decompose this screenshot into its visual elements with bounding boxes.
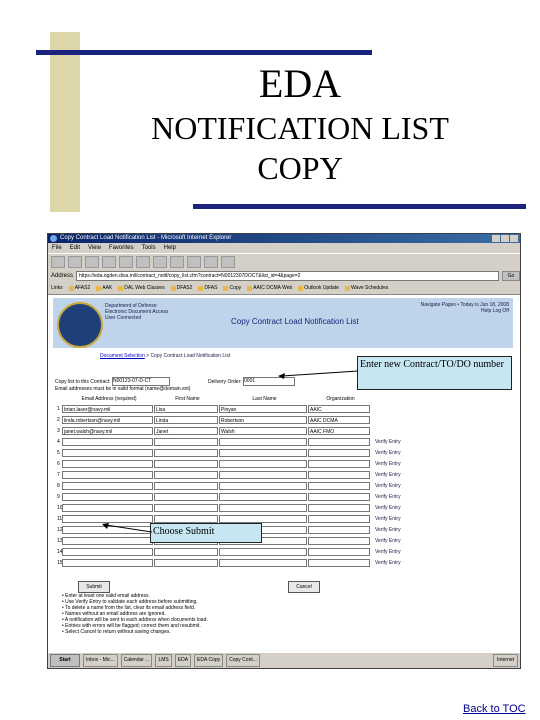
stop-icon[interactable] [85, 256, 99, 268]
verify-entry-link[interactable]: Verify Entry [375, 526, 401, 533]
eda-banner [53, 298, 513, 348]
grid-rows [57, 403, 401, 568]
row-number: 1 [57, 405, 60, 412]
home-icon[interactable] [119, 256, 133, 268]
link-item[interactable] [198, 285, 217, 291]
search-icon[interactable] [136, 256, 150, 268]
organization-field[interactable] [308, 526, 370, 534]
go-button[interactable]: Go [502, 271, 520, 281]
first-name-field[interactable] [154, 559, 218, 567]
arrow-line [282, 371, 358, 376]
email-field[interactable]: janet.walsh@navy.mil [62, 427, 153, 435]
forward-icon[interactable] [68, 256, 82, 268]
verify-entry-link[interactable]: Verify Entry [375, 548, 401, 555]
organization-field[interactable] [308, 438, 370, 446]
taskbar-item[interactable]: LMS [155, 654, 171, 667]
taskbar-item[interactable]: Inbox - Mic... [83, 654, 118, 667]
organization-field[interactable]: AAIC DCMA [308, 416, 370, 424]
link-item[interactable] [247, 285, 292, 291]
link-item[interactable] [96, 285, 112, 291]
arrow-head [278, 373, 285, 379]
link-label: AAIC DCMA Web [253, 285, 293, 291]
organization-field[interactable] [308, 493, 370, 501]
table-row [57, 502, 401, 513]
first-name-field[interactable]: Lisa [154, 405, 218, 413]
mail-icon[interactable] [204, 256, 218, 268]
link-icon [198, 286, 203, 291]
row-number: 12 [57, 526, 63, 533]
department-info [105, 303, 168, 321]
link-label: DAL Web Classes [124, 285, 165, 291]
delivery-order-label: Delivery Order: [208, 378, 242, 385]
browser-title-bar [48, 234, 520, 243]
history-icon[interactable] [187, 256, 201, 268]
verify-entry-link[interactable]: Verify Entry [375, 504, 401, 511]
link-label: AFAS2 [74, 285, 91, 291]
link-icon [223, 286, 228, 291]
menu-favorites[interactable]: Favorites [108, 245, 134, 251]
start-button[interactable]: Start [50, 654, 80, 667]
organization-field[interactable] [308, 482, 370, 490]
menu-bar [48, 243, 520, 253]
table-row [57, 447, 401, 458]
last-name-field[interactable] [219, 548, 307, 556]
link-label: DFAS [204, 285, 218, 291]
link-icon [69, 286, 74, 291]
link-icon [171, 286, 176, 291]
last-name-field[interactable] [219, 438, 307, 446]
verify-entry-link[interactable]: Verify Entry [375, 493, 401, 500]
callout-arrow-submit [100, 520, 154, 538]
link-item[interactable] [118, 285, 164, 291]
organization-field[interactable] [308, 471, 370, 479]
link-item[interactable] [345, 285, 388, 291]
system-tray: Internet [493, 654, 518, 667]
favorites-icon[interactable] [153, 256, 167, 268]
bullet-item: • A notification will be sent to each address when documents load. [62, 617, 392, 623]
bullet-item: • To delete a name from the list, clear its email address field. [62, 605, 392, 611]
slide-title-line-2: NOTIFICATION LIST [151, 110, 449, 146]
page-content [48, 295, 520, 635]
last-name-field[interactable] [219, 471, 307, 479]
table-row [57, 414, 401, 425]
first-name-field[interactable]: Linda [154, 416, 218, 424]
dept-line-1: Department of Defense [105, 303, 157, 309]
table-row [57, 425, 401, 436]
row-number: 14 [57, 548, 63, 555]
row-number: 9 [57, 493, 60, 500]
windows-taskbar [48, 652, 520, 668]
last-name-field[interactable]: Pinyan [219, 405, 307, 413]
table-row [57, 557, 401, 568]
table-row [57, 436, 401, 447]
row-number: 11 [57, 515, 63, 522]
first-name-field[interactable] [154, 493, 218, 501]
first-name-field[interactable] [154, 504, 218, 512]
last-name-field[interactable]: Walsh [219, 427, 307, 435]
address-label: Address [51, 273, 74, 279]
organization-field[interactable] [308, 559, 370, 567]
email-field[interactable] [62, 460, 153, 468]
taskbar-item[interactable]: EDA Copy [194, 654, 223, 667]
email-field[interactable]: brian.laser@navy.mil [62, 405, 153, 413]
bullet-item: • Entries with errors will be flagged; correct them and resubmit. [62, 623, 392, 629]
breadcrumb-document-selection[interactable]: Document Selection [100, 353, 145, 359]
organization-field[interactable] [308, 515, 370, 523]
first-name-field[interactable]: Janet [154, 427, 218, 435]
link-item[interactable] [69, 285, 91, 291]
copy-to-contract-field[interactable]: N00123-07-D-CT [112, 377, 170, 386]
email-field[interactable] [62, 449, 153, 457]
link-label: Copy [229, 285, 242, 291]
link-icon [118, 286, 123, 291]
address-bar [48, 270, 520, 282]
cancel-button[interactable]: Cancel [288, 581, 320, 593]
grid-header [57, 395, 401, 403]
organization-field[interactable] [308, 449, 370, 457]
arrow-head [102, 523, 109, 529]
row-number: 3 [57, 427, 60, 434]
verify-entry-link[interactable]: Verify Entry [375, 460, 401, 467]
maximize-button[interactable] [501, 235, 509, 242]
verify-entry-link[interactable]: Verify Entry [375, 482, 401, 489]
table-row [57, 458, 401, 469]
delivery-order-field[interactable]: 0001 [243, 377, 295, 386]
email-field[interactable] [62, 548, 153, 556]
link-label: AAK [102, 285, 113, 291]
email-field[interactable] [62, 559, 153, 567]
link-label: Outlook Update [304, 285, 340, 291]
menu-tools[interactable]: Tools [141, 245, 156, 251]
internet-explorer-icon [50, 235, 57, 242]
verify-entry-link[interactable]: Verify Entry [375, 471, 401, 478]
link-label: DFAS2 [176, 285, 193, 291]
minimize-button[interactable] [492, 235, 500, 242]
media-icon[interactable] [170, 256, 184, 268]
verify-entry-link[interactable]: Verify Entry [375, 537, 401, 544]
row-number: 10 [57, 504, 63, 511]
bullet-item: • Use Verify Entry to validate each address before submitting. [62, 599, 392, 605]
links-bar [48, 282, 520, 295]
links-label: Links [51, 285, 63, 291]
callout-arrow-contract [276, 366, 361, 382]
callout-submit: Choose Submit [150, 523, 262, 543]
taskbar-item[interactable]: EDA [175, 654, 191, 667]
row-number: 13 [57, 537, 63, 544]
table-row [57, 469, 401, 480]
banner-right [421, 302, 509, 314]
dept-line-3: User Connected [105, 315, 142, 321]
refresh-icon[interactable] [102, 256, 116, 268]
row-number: 6 [57, 460, 60, 467]
breadcrumb-current: > Copy Contract Load Notification List [146, 353, 231, 359]
window-controls [492, 235, 518, 242]
col-last-name: Last Name [252, 396, 277, 402]
last-name-field[interactable] [219, 460, 307, 468]
col-email: Email Address (required) [81, 396, 137, 402]
col-first-name: First Name [175, 396, 200, 402]
bullet-item: • Names without an email address are ignored. [62, 611, 392, 617]
instruction-bullets [62, 593, 392, 635]
last-name-field[interactable] [219, 559, 307, 567]
menu-help[interactable]: Help [163, 245, 176, 251]
first-name-field[interactable] [154, 482, 218, 490]
menu-edit[interactable]: Edit [69, 245, 81, 251]
dod-seal-logo [57, 302, 103, 348]
col-organization: Organization [326, 396, 355, 402]
banner-links[interactable]: Help Log Off [481, 308, 509, 314]
address-input[interactable]: https://eda.ogden.disa.mil/contract_notif/copy_list.cfm?contract=N0012307DOCT&list_id=4&page=2 [76, 271, 499, 281]
menu-view[interactable]: View [88, 245, 101, 251]
email-field[interactable]: linda.robertson@navy.mil [62, 416, 153, 424]
breadcrumb [100, 353, 230, 359]
verify-entry-link[interactable]: Verify Entry [375, 438, 401, 445]
taskbar-item[interactable]: Calendar ... [121, 654, 153, 667]
first-name-field[interactable] [154, 460, 218, 468]
organization-field[interactable] [308, 504, 370, 512]
verify-entry-link[interactable]: Verify Entry [375, 515, 401, 522]
link-item[interactable] [223, 285, 241, 291]
row-number: 8 [57, 482, 60, 489]
email-instructions: Email addresses must be in valid format (name@domain.ext) [55, 386, 191, 392]
last-name-field[interactable]: Robertson [219, 416, 307, 424]
link-label: Wave Schedules [351, 285, 389, 291]
email-field[interactable] [62, 482, 153, 490]
link-icon [247, 286, 252, 291]
window-title: Copy Contract Load Notification List - Microsoft Internet Explorer [60, 235, 232, 241]
table-row [57, 546, 401, 557]
banner-date: Navigate Pages • Today is Jun 18, 2008 [420, 302, 509, 308]
arrow-line [106, 525, 152, 532]
verify-entry-link[interactable]: Verify Entry [375, 449, 401, 456]
link-icon [298, 286, 303, 291]
bullet-item: • Enter at least one valid email address. [62, 593, 392, 599]
bullet-item: • Select Cancel to return without saving changes. [62, 629, 392, 635]
organization-field[interactable]: AAIC [308, 405, 370, 413]
page-heading: Copy Contract Load Notification List [231, 317, 359, 326]
email-field[interactable] [62, 471, 153, 479]
link-icon [96, 286, 101, 291]
table-row [57, 491, 401, 502]
link-item[interactable] [298, 285, 339, 291]
browser-toolbar [48, 253, 520, 270]
link-item[interactable] [171, 285, 193, 291]
organization-field[interactable] [308, 548, 370, 556]
first-name-field[interactable] [154, 449, 218, 457]
last-name-field[interactable] [219, 449, 307, 457]
last-name-field[interactable] [219, 515, 307, 523]
first-name-field[interactable] [154, 471, 218, 479]
row-number: 5 [57, 449, 60, 456]
last-name-field[interactable] [219, 482, 307, 490]
email-field[interactable] [62, 504, 153, 512]
row-number: 15 [57, 559, 63, 566]
copy-to-contract-row [55, 377, 170, 386]
verify-entry-link[interactable]: Verify Entry [375, 559, 401, 566]
organization-field[interactable]: AAIC FMO [308, 427, 370, 435]
table-row [57, 403, 401, 414]
email-field[interactable] [62, 493, 153, 501]
title-bottom-rule [193, 204, 526, 209]
taskbar-item[interactable]: Copy Cont... [226, 654, 260, 667]
last-name-field[interactable] [219, 504, 307, 512]
browser-screenshot [47, 233, 521, 669]
back-to-toc-link[interactable]: Back to TOC [463, 703, 526, 715]
slide-title-line-3: COPY [257, 150, 343, 186]
submit-button[interactable]: Submit [78, 581, 110, 593]
organization-field[interactable] [308, 537, 370, 545]
row-number: 7 [57, 471, 60, 478]
close-button[interactable] [510, 235, 518, 242]
row-number: 2 [57, 416, 60, 423]
table-row [57, 480, 401, 491]
print-icon[interactable] [221, 256, 235, 268]
menu-file[interactable]: File [52, 245, 62, 251]
email-field[interactable] [62, 438, 153, 446]
copy-to-label: Copy list to this Contract: [55, 378, 111, 385]
callout-contract-number: Enter new Contract/TO/DO number [357, 356, 512, 390]
row-number: 4 [57, 438, 60, 445]
first-name-field[interactable] [154, 515, 218, 523]
title-top-rule [36, 50, 372, 55]
organization-field[interactable] [308, 460, 370, 468]
last-name-field[interactable] [219, 493, 307, 501]
back-icon[interactable] [51, 256, 65, 268]
first-name-field[interactable] [154, 548, 218, 556]
first-name-field[interactable] [154, 438, 218, 446]
dept-line-2: Electronic Document Access [105, 309, 169, 315]
slide-title-line-1: EDA [258, 61, 342, 106]
link-icon [345, 286, 350, 291]
